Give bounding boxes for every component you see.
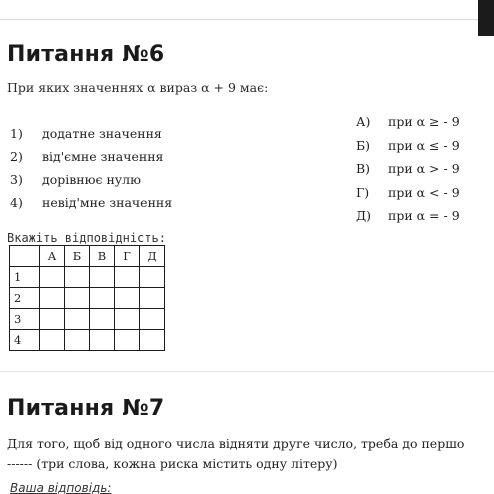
grid-row-header: 1	[10, 267, 40, 288]
statement-list	[10, 122, 172, 214]
option-item	[356, 181, 460, 205]
grid-answer-cell[interactable]	[140, 267, 165, 288]
grid-row-header: 4	[10, 330, 40, 351]
grid-column-header: Б	[65, 246, 90, 267]
grid-answer-cell[interactable]	[40, 288, 65, 309]
grid-answer-cell[interactable]	[90, 288, 115, 309]
grid-answer-cell[interactable]	[140, 309, 165, 330]
grid-row	[10, 330, 165, 351]
option-key: Б)	[356, 137, 371, 153]
question-6-title: Питання №6	[7, 42, 165, 67]
option-text: при α > - 9	[388, 161, 460, 176]
option-key: Г)	[356, 184, 370, 200]
statement-item	[10, 122, 172, 145]
question-7-title: Питання №7	[7, 396, 165, 421]
grid-answer-cell[interactable]	[140, 330, 165, 351]
grid-answer-cell[interactable]	[115, 267, 140, 288]
option-item	[356, 134, 460, 158]
grid-answer-cell[interactable]	[115, 309, 140, 330]
grid-column-header: Д	[140, 246, 165, 267]
grid-answer-cell[interactable]	[115, 288, 140, 309]
statement-number: 4)	[10, 195, 23, 210]
option-key: Д)	[356, 208, 372, 223]
grid-row-header: 2	[10, 288, 40, 309]
grid-column-header: А	[40, 246, 65, 267]
grid-corner-cell	[10, 246, 40, 267]
option-list	[356, 110, 460, 228]
grid-answer-cell[interactable]	[65, 309, 90, 330]
question-6-prompt: При яких значеннях α вираз α + 9 має:	[7, 80, 269, 95]
statement-number: 1)	[10, 126, 23, 141]
answer-caption: Вкажіть відповідність:	[7, 231, 166, 245]
grid-answer-cell[interactable]	[65, 330, 90, 351]
statement-item	[10, 145, 172, 168]
grid-column-header: Г	[115, 246, 140, 267]
grid-answer-cell[interactable]	[90, 267, 115, 288]
grid-answer-cell[interactable]	[65, 267, 90, 288]
statement-item	[10, 168, 172, 191]
option-key: А)	[356, 114, 371, 129]
grid-answer-cell[interactable]	[40, 309, 65, 330]
grid-answer-cell[interactable]	[90, 330, 115, 351]
answer-grid	[9, 245, 165, 351]
grid-answer-cell[interactable]	[90, 309, 115, 330]
statement-item	[10, 191, 172, 214]
option-text: при α = - 9	[388, 208, 460, 223]
option-item	[356, 157, 460, 181]
question-7-text-line-2: ------ (три слова, кожна риска містить одну літеру)	[7, 456, 338, 471]
option-item	[356, 204, 460, 228]
grid-row-header: 3	[10, 309, 40, 330]
section-divider	[0, 371, 494, 372]
top-bar	[0, 0, 494, 20]
grid-row	[10, 288, 165, 309]
grid-header-row	[10, 246, 165, 267]
grid-answer-cell[interactable]	[65, 288, 90, 309]
option-key: В)	[356, 161, 371, 176]
grid-column-header: В	[90, 246, 115, 267]
grid-row	[10, 309, 165, 330]
statement-text: дорівнює нулю	[42, 172, 141, 187]
answer-label: Ваша відповідь:	[10, 481, 112, 494]
option-item	[356, 110, 460, 134]
question-7-text-line-1: Для того, щоб від одного числа відняти друге число, треба до першо	[7, 436, 465, 451]
statement-text: додатне значення	[42, 126, 162, 141]
grid-answer-cell[interactable]	[40, 330, 65, 351]
grid-answer-cell[interactable]	[40, 267, 65, 288]
statement-text: невід'мне значення	[42, 195, 173, 210]
statement-number: 3)	[10, 172, 23, 187]
corner-block	[478, 0, 494, 36]
statement-number: 2)	[10, 149, 23, 164]
option-text: при α < - 9	[388, 184, 460, 200]
grid-answer-cell[interactable]	[115, 330, 140, 351]
option-text: при α ≥ - 9	[388, 114, 460, 129]
statement-text: від'ємне значення	[42, 149, 164, 164]
grid-row	[10, 267, 165, 288]
option-text: при α ≤ - 9	[388, 137, 460, 153]
grid-answer-cell[interactable]	[140, 288, 165, 309]
